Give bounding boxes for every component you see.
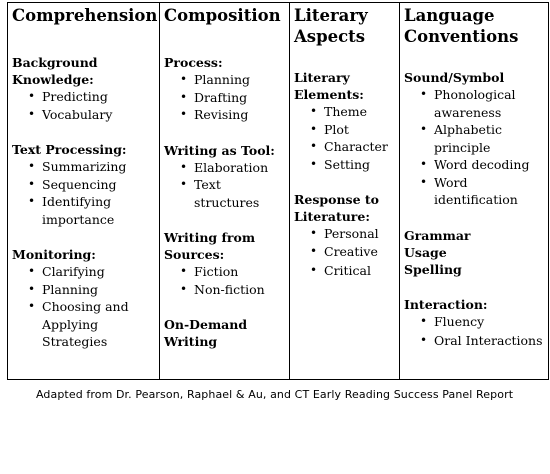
section-background-knowledge [12, 54, 155, 123]
list-item: • Vocabulary [12, 106, 155, 124]
section-heading: Response to Literature: [294, 192, 379, 224]
list-item: • Personal [294, 225, 395, 243]
section-response-to-literature [294, 191, 395, 281]
list-item: • Theme [294, 103, 395, 121]
list-item: • Summarizing [12, 158, 155, 176]
item-list [12, 263, 155, 351]
column-title: Comprehension [12, 6, 158, 25]
section-writing-as-tool [164, 142, 285, 212]
list-item: • Word identification [404, 174, 544, 209]
section-heading: Process: [164, 55, 223, 70]
section-heading: Interaction: [404, 296, 488, 312]
section-heading: Literary Elements: [294, 70, 364, 102]
list-item: • Plot [294, 121, 395, 139]
section-heading: Background Knowledge: [12, 55, 98, 87]
item-list [164, 159, 285, 212]
section-heading: Writing as Tool: [164, 142, 275, 158]
item-list [294, 225, 395, 281]
list-item: • Planning [164, 71, 285, 89]
list-item: • Phonological awareness [404, 86, 544, 121]
item-list [12, 88, 155, 123]
item-list [404, 313, 544, 352]
section-interaction [404, 296, 544, 352]
column-literary-aspects [290, 3, 400, 379]
list-item: • Planning [12, 281, 155, 299]
list-item: • Critical [294, 260, 395, 281]
list-item: • Predicting [12, 88, 155, 106]
list-item: • Character [294, 138, 395, 156]
section-heading-grammar: Grammar [404, 227, 471, 243]
list-item: • Creative [294, 243, 395, 261]
section-heading: On-Demand Writing [164, 317, 248, 349]
list-item: • Choosing and Applying Strategies [12, 298, 155, 351]
column-composition [160, 3, 290, 379]
item-list [164, 71, 285, 124]
list-item: • Fluency [404, 313, 544, 331]
list-item: • Identifying importance [12, 193, 155, 228]
list-item: • Alphabetic principle [404, 121, 544, 156]
section-grammar-usage-spelling [404, 227, 544, 278]
section-heading: Text Processing: [12, 142, 127, 157]
list-item: • Non-fiction [164, 281, 285, 299]
list-item: • Drafting [164, 89, 285, 107]
item-list [404, 86, 544, 209]
section-sound-symbol [404, 69, 544, 209]
list-item: • Text structures [164, 176, 285, 211]
list-item: • Elaboration [164, 159, 285, 177]
section-on-demand-writing [164, 316, 285, 350]
column-comprehension [8, 3, 160, 379]
section-monitoring [12, 246, 155, 351]
list-item: • Setting [294, 156, 395, 174]
section-literary-elements [294, 69, 395, 173]
section-heading: Writing from Sources: [164, 230, 256, 262]
section-heading-usage: Usage [404, 244, 447, 260]
section-text-processing [12, 141, 155, 228]
section-process [164, 54, 285, 124]
item-list [164, 263, 285, 298]
literacy-framework-table [7, 2, 549, 380]
column-title: Composition [164, 6, 281, 25]
list-item: • Sequencing [12, 176, 155, 194]
list-item: • Fiction [164, 263, 285, 281]
section-heading: Monitoring: [12, 247, 96, 262]
item-list [12, 158, 155, 228]
section-writing-from-sources [164, 229, 285, 298]
source-caption: Adapted from Dr. Pearson, Raphael & Au, and CT Early Reading Success Panel Report [36, 388, 514, 401]
list-item: • Clarifying [12, 263, 155, 281]
section-heading: Sound/Symbol [404, 70, 505, 85]
list-item: • Oral Interactions [404, 330, 544, 351]
list-item: • Word decoding [404, 156, 544, 174]
column-language-conventions [400, 3, 548, 379]
section-heading-spelling: Spelling [404, 261, 462, 277]
column-title: Literary Aspects [294, 6, 368, 46]
item-list [294, 103, 395, 173]
list-item: • Revising [164, 106, 285, 124]
column-title: Language Conventions [404, 6, 519, 46]
